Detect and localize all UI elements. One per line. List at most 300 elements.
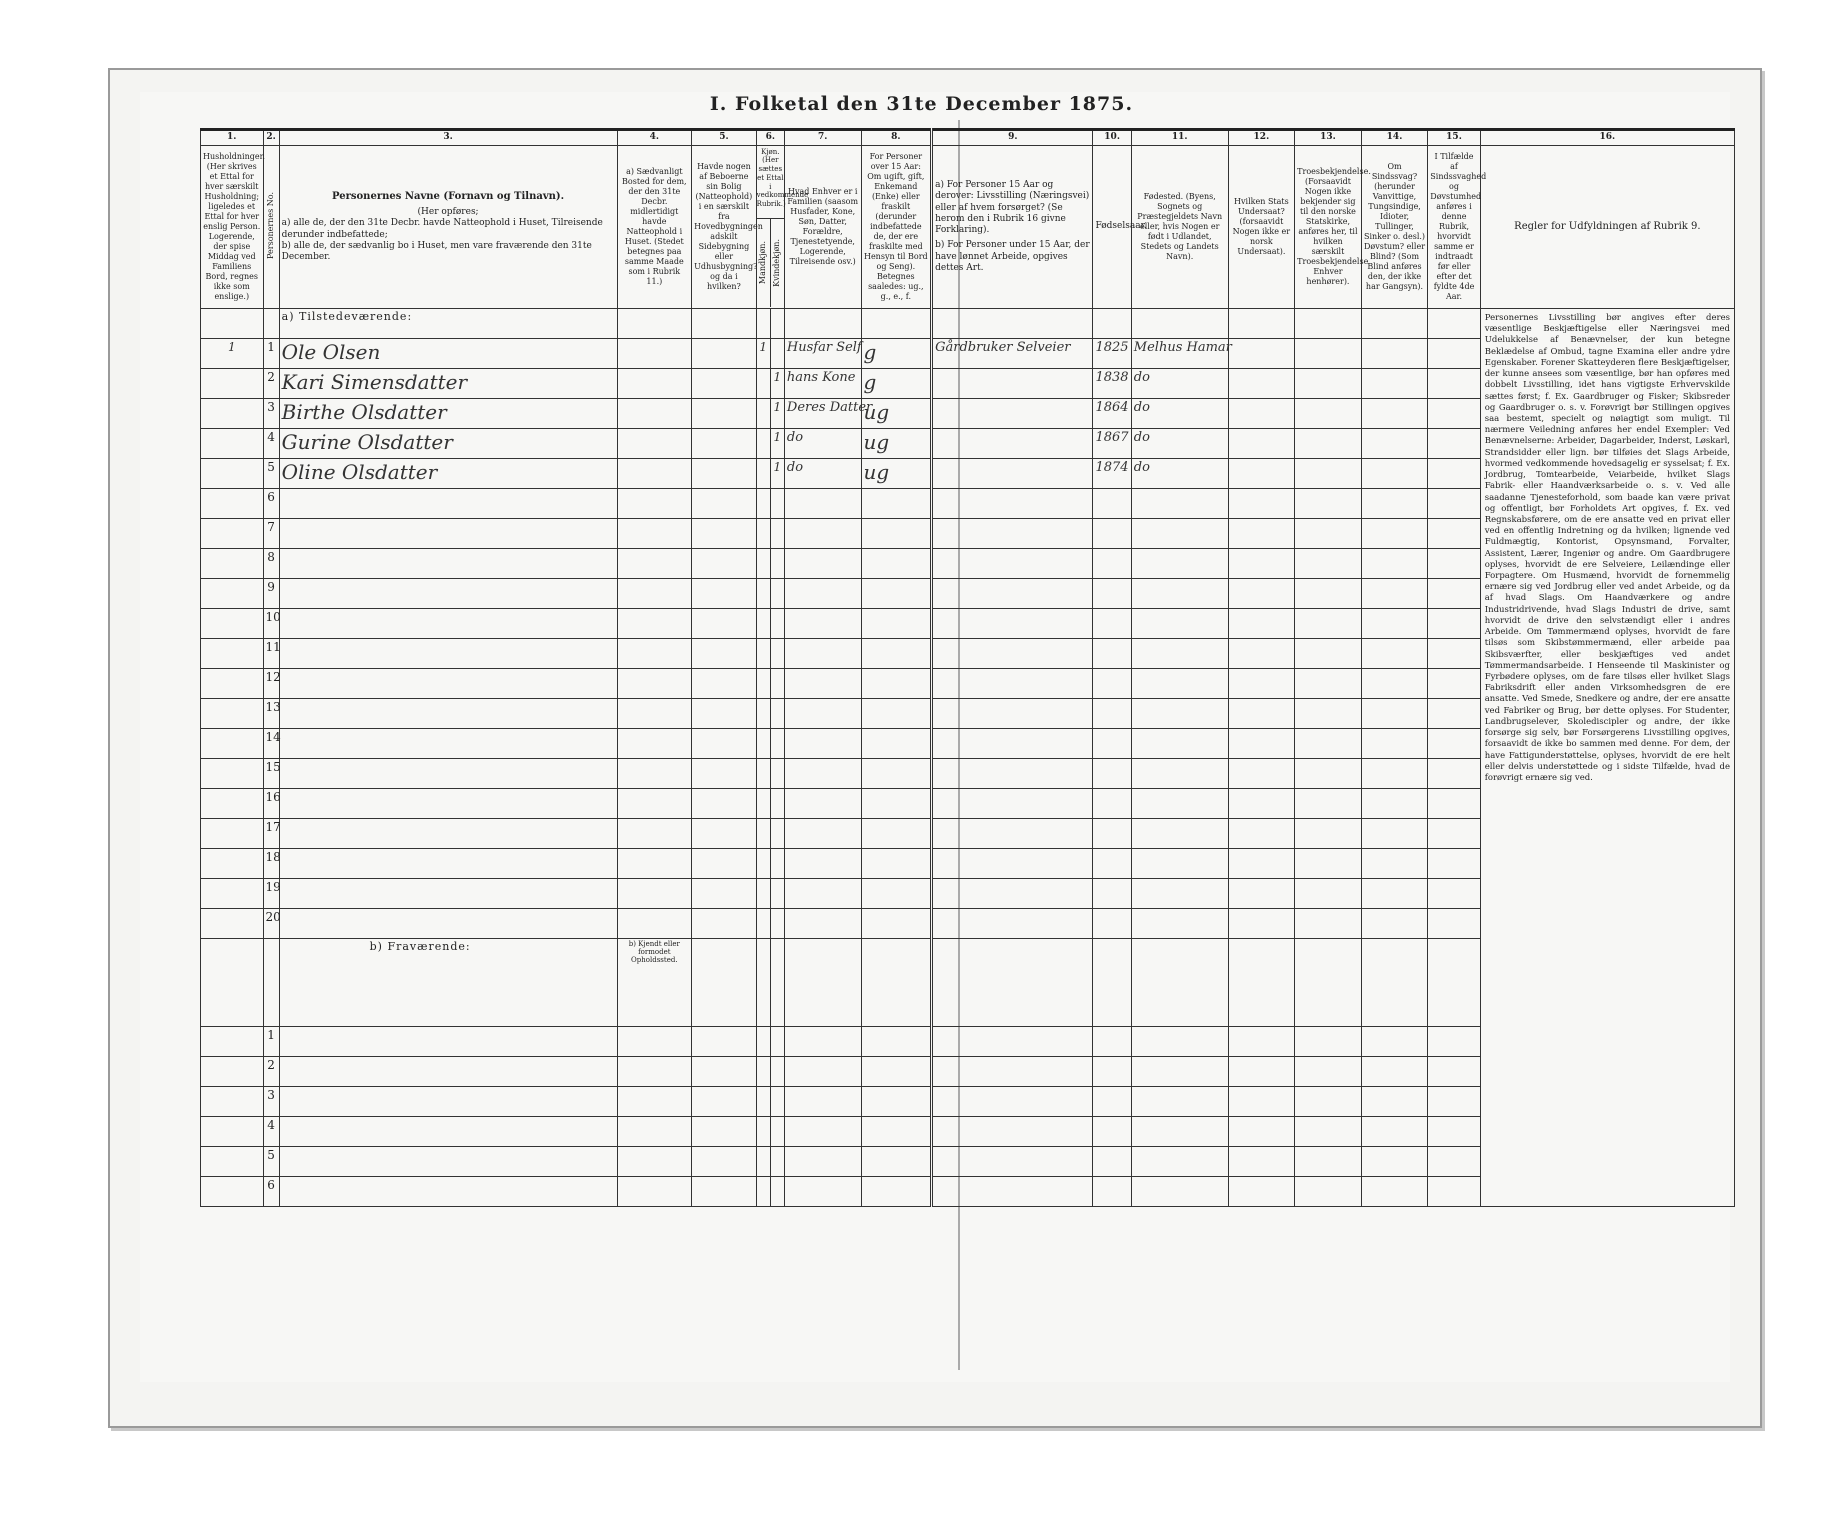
empty-cell [617, 669, 692, 699]
empty-cell [1093, 639, 1131, 669]
household-count [201, 759, 264, 789]
empty-cell [692, 939, 757, 1027]
person-number: 13 [263, 699, 279, 729]
empty-cell [279, 639, 617, 669]
empty-cell [756, 1117, 770, 1147]
empty-cell [1295, 549, 1362, 579]
empty-cell [861, 579, 932, 609]
household-count [201, 939, 264, 1027]
empty-cell [1428, 759, 1480, 789]
usual-residence [617, 369, 692, 399]
empty-cell [1093, 519, 1131, 549]
household-count [201, 639, 264, 669]
header-family-role: Hvad Enhver er i Familien (saasom Husfader, Kone, Søn, Datter, Forældre, Tjenestetyende, Logerende, Tilreisende osv.) [784, 146, 861, 309]
empty-cell [784, 519, 861, 549]
empty-cell [1428, 699, 1480, 729]
empty-cell [1131, 519, 1228, 549]
empty-cell [932, 1177, 1093, 1207]
civil-status: g [861, 339, 932, 369]
empty-cell [932, 939, 1093, 1027]
empty-cell [784, 669, 861, 699]
side-building [692, 369, 757, 399]
person-number: 3 [263, 1087, 279, 1117]
empty-cell [1361, 1177, 1428, 1207]
empty-cell [1428, 909, 1480, 939]
empty-cell [1093, 729, 1131, 759]
empty-cell [617, 1087, 692, 1117]
empty-cell [1428, 579, 1480, 609]
empty-cell [1131, 789, 1228, 819]
citizenship [1228, 459, 1295, 489]
empty-cell [1228, 1177, 1295, 1207]
side-building [692, 459, 757, 489]
empty-cell [770, 789, 784, 819]
household-count [201, 369, 264, 399]
person-number: 1 [263, 339, 279, 369]
civil-status: ug [861, 459, 932, 489]
person-number: 6 [263, 1177, 279, 1207]
empty-cell [1228, 909, 1295, 939]
empty-cell [932, 879, 1093, 909]
empty-cell [756, 1177, 770, 1207]
empty-cell [861, 699, 932, 729]
empty-cell [784, 579, 861, 609]
family-role: Deres Datter [784, 399, 861, 429]
disability [1361, 429, 1428, 459]
header-birth-year: Fødselsaar. [1093, 146, 1131, 309]
empty-cell [756, 729, 770, 759]
header-sex-female: Kvindekjøn. [772, 238, 782, 287]
empty-cell [1131, 1057, 1228, 1087]
empty-cell [770, 849, 784, 879]
disability-onset [1428, 459, 1480, 489]
empty-cell [617, 819, 692, 849]
birthplace: do [1131, 459, 1228, 489]
empty-cell [692, 1087, 757, 1117]
empty-cell [770, 579, 784, 609]
side-building [692, 339, 757, 369]
disability [1361, 399, 1428, 429]
empty-cell [1131, 819, 1228, 849]
col-number: 1. [201, 130, 264, 146]
empty-cell [1228, 1057, 1295, 1087]
empty-cell [1131, 1117, 1228, 1147]
empty-cell [692, 489, 757, 519]
empty-cell [756, 1087, 770, 1117]
household-count [201, 549, 264, 579]
empty-cell [770, 1057, 784, 1087]
empty-cell [1131, 1177, 1228, 1207]
sex-male [756, 399, 770, 429]
header-disability-onset: I Tilfælde af Sindssvaghed og Døvstumhed anføres i denne Rubrik, hvorvidt samme er indtraadt før eller efter det fyldte 4de Aar. [1428, 146, 1480, 309]
household-count [201, 459, 264, 489]
sex-male [756, 429, 770, 459]
person-number: 4 [263, 1117, 279, 1147]
empty-cell [1131, 1147, 1228, 1177]
household-count [201, 1117, 264, 1147]
empty-cell [1295, 1027, 1362, 1057]
household-count [201, 1147, 264, 1177]
empty-cell [692, 819, 757, 849]
header-names-title: Personernes Navne (Fornavn og Tilnavn). [332, 190, 565, 202]
empty-cell [1093, 609, 1131, 639]
person-name: Oline Olsdatter [279, 459, 617, 489]
form-title: I. Folketal den 31te December 1875. [709, 93, 1134, 115]
empty-cell [1428, 819, 1480, 849]
header-citizenship: Hvilken Stats Undersaat? (forsaavidt Nogen ikke er norsk Undersaat). [1228, 146, 1295, 309]
birth-year: 1825 [1093, 339, 1131, 369]
empty-cell [1228, 1027, 1295, 1057]
empty-cell [784, 789, 861, 819]
person-number: 9 [263, 579, 279, 609]
empty-cell [692, 759, 757, 789]
header-sex-label: Kjøn. (Her sættes et Ettal i vedkommende Rubrik.) [756, 147, 809, 208]
empty-cell [756, 1057, 770, 1087]
empty-cell [756, 699, 770, 729]
empty-cell [1093, 669, 1131, 699]
empty-cell [861, 879, 932, 909]
col-number: 2. [263, 130, 279, 146]
empty-cell [617, 1177, 692, 1207]
person-number: 8 [263, 549, 279, 579]
empty-cell [1228, 699, 1295, 729]
disability [1361, 459, 1428, 489]
empty-cell [692, 1117, 757, 1147]
birthplace: do [1131, 429, 1228, 459]
col-number: 9. [932, 130, 1093, 146]
empty-cell [756, 489, 770, 519]
empty-cell [617, 849, 692, 879]
empty-cell [1361, 639, 1428, 669]
household-count [201, 489, 264, 519]
empty-cell [1295, 849, 1362, 879]
empty-cell [1131, 699, 1228, 729]
empty-cell [692, 519, 757, 549]
header-occupation-a: a) For Personer 15 Aar og derover: Livsstilling (Næringsvei) eller af hvem forsørget? (Se herom den i Rubrik 16 givne Forklaring). [935, 180, 1090, 235]
person-number: 2 [263, 1057, 279, 1087]
empty-cell [617, 489, 692, 519]
empty-cell [756, 909, 770, 939]
empty-cell [1228, 1147, 1295, 1177]
empty-cell [1361, 609, 1428, 639]
header-person-no: Personernes No. [263, 146, 279, 309]
empty-cell [784, 1027, 861, 1057]
empty-cell [861, 1117, 932, 1147]
empty-cell [1228, 819, 1295, 849]
household-count [201, 1057, 264, 1087]
empty-cell [1131, 1087, 1228, 1117]
disability [1361, 339, 1428, 369]
empty-cell [1295, 669, 1362, 699]
empty-cell [1228, 939, 1295, 1027]
empty-cell [1093, 759, 1131, 789]
empty-cell [861, 1147, 932, 1177]
empty-cell [1295, 879, 1362, 909]
empty-cell [932, 699, 1093, 729]
empty-cell [932, 1057, 1093, 1087]
empty-cell [770, 819, 784, 849]
empty-cell [784, 939, 861, 1027]
empty-cell [784, 489, 861, 519]
household-count [201, 789, 264, 819]
empty-cell [770, 609, 784, 639]
empty-cell [861, 909, 932, 939]
empty-cell [1295, 759, 1362, 789]
empty-cell [617, 609, 692, 639]
empty-cell [1093, 789, 1131, 819]
person-number: 6 [263, 489, 279, 519]
household-count [201, 579, 264, 609]
empty-cell [1295, 909, 1362, 939]
empty-cell [1428, 489, 1480, 519]
person-number: 10 [263, 609, 279, 639]
empty-cell [784, 1147, 861, 1177]
empty-cell [1295, 819, 1362, 849]
empty-cell [1228, 669, 1295, 699]
empty-cell [617, 729, 692, 759]
empty-cell [1093, 909, 1131, 939]
person-number: 17 [263, 819, 279, 849]
empty-cell [861, 489, 932, 519]
empty-cell [1228, 1087, 1295, 1117]
empty-cell [861, 849, 932, 879]
empty-cell [784, 1087, 861, 1117]
person-number: 2 [263, 369, 279, 399]
disability [1361, 369, 1428, 399]
empty-cell [932, 849, 1093, 879]
household-count [201, 699, 264, 729]
birthplace: do [1131, 369, 1228, 399]
empty-cell [1361, 759, 1428, 789]
side-building [692, 399, 757, 429]
empty-cell [1295, 1147, 1362, 1177]
header-names-b: b) alle de, der sædvanlig bo i Huset, men vare fraværende den 31te December. [281, 240, 592, 263]
empty-cell [1295, 1177, 1362, 1207]
person-number: 3 [263, 399, 279, 429]
empty-cell [1428, 1087, 1480, 1117]
empty-cell [1295, 609, 1362, 639]
empty-cell [692, 849, 757, 879]
column-number-row [201, 130, 1735, 146]
header-households: Husholdninger. (Her skrives et Ettal for hver særskilt Husholdning; ligeledes et Ettal for hver enslig Person. Logerende, der spise Middag ved Familiens Bord, regnes ikke som enslige.) [201, 146, 264, 309]
empty-cell [617, 699, 692, 729]
person-number: 16 [263, 789, 279, 819]
header-civil-status: For Personer over 15 Aar: Om ugift, gift, Enkemand (Enke) eller fraskilt (derunder indbefattede de, der ere fraskilte med Hensyn til Bord og Seng). Betegnes saaledes: ug., g., e., f. [861, 146, 932, 309]
empty-cell [756, 879, 770, 909]
empty-cell [1228, 849, 1295, 879]
empty-cell [1361, 939, 1428, 1027]
empty-cell [770, 639, 784, 669]
household-count [201, 609, 264, 639]
empty-cell [932, 1147, 1093, 1177]
birth-year: 1838 [1093, 369, 1131, 399]
col-number: 10. [1093, 130, 1131, 146]
empty-cell [1131, 939, 1228, 1027]
empty-cell [1131, 879, 1228, 909]
empty-cell [1131, 909, 1228, 939]
empty-cell [932, 729, 1093, 759]
empty-cell [692, 1147, 757, 1177]
empty-cell [756, 639, 770, 669]
empty-cell [617, 879, 692, 909]
empty-cell [279, 909, 617, 939]
civil-status: ug [861, 399, 932, 429]
empty-cell [279, 549, 617, 579]
empty-cell [1093, 879, 1131, 909]
empty-cell [861, 639, 932, 669]
empty-cell [932, 909, 1093, 939]
empty-cell [692, 1027, 757, 1057]
empty-cell [1295, 729, 1362, 759]
empty-cell [1361, 1117, 1428, 1147]
empty-cell [1361, 699, 1428, 729]
empty-cell [756, 759, 770, 789]
empty-cell [1093, 1087, 1131, 1117]
birth-year: 1874 [1093, 459, 1131, 489]
empty-cell [1228, 879, 1295, 909]
empty-cell [861, 939, 932, 1027]
empty-cell [1131, 669, 1228, 699]
empty-cell [1428, 849, 1480, 879]
usual-residence [617, 429, 692, 459]
empty-cell [932, 1027, 1093, 1057]
person-number: 5 [263, 1147, 279, 1177]
empty-cell [1131, 549, 1228, 579]
empty-cell [1295, 579, 1362, 609]
empty-cell [1295, 489, 1362, 519]
empty-cell [1295, 699, 1362, 729]
section-absent-label: b) Fraværende: [279, 939, 617, 1027]
empty-cell [1361, 849, 1428, 879]
household-count [201, 429, 264, 459]
birthplace: Melhus Hamar [1131, 339, 1228, 369]
header-usual-residence: a) Sædvanligt Bosted for dem, der den 31te Decbr. midlertidigt havde Natteophold i Huset. (Stedet betegnes paa samme Maade som i Rubrik 11.) [617, 146, 692, 309]
empty-cell [770, 519, 784, 549]
person-name: Ole Olsen [279, 339, 617, 369]
empty-cell [770, 699, 784, 729]
empty-cell [784, 819, 861, 849]
rules-sidebar-text: Personernes Livsstilling bør angives efter deres væsentlige Beskjæftigelse eller Næringsvei med Udelukkelse af Benævnelser, der kun betegne Beklædelse af Ombud, tagne Examina eller andre ydre Egenskaber. Forener Skatteyderen flere Beskjæftigelser, der kunne ansees som væsentlige, bør han opføres med dobbelt Livsstilling, idet hans vigtigste Erhvervskilde sættes først; f. Ex. Gaardbruger og Fisker; Skibsreder og Gaardbruger o. s. v. Forøvrigt bør Stillingen opgives saa bestemt, specielt og nøiagtigt som muligt. Til nærmere Veiledning anføres her endel Exempler: Ved Benævnelserne: Arbeider, Dagarbeider, Inderst, Løskarl, Strandsidder eller lign. bør tilføies det Slags Arbeide, hvormed vedkommende hovedsagelig er sysselsat; f. Ex. Jordbrug, Tomtearbeide, Veiarbeide, hvilket Slags Fabrik- eller Haandværksarbeide o. s. v. Ved alle saadanne Tjenesteforhold, som baade kan være privat og offentligt, bør Forholdets Art opgives, f. Ex. ved Regnskabsførere, om de ere ansatte ved en privat eller ved en offentlig Indretning og da hvilken; lignende ved Fuldmægtig, Kontorist, Opsynsmand, Forvalter, Assistent, Lærer, Ingeniør og andre. Om Gaardbrugere oplyses, hvorvidt de ere Selveiere, Leilændinge eller Forpagtere. Om Husmænd, hvorvidt de fornemmelig ernære sig ved Jordbrug eller ved andet Arbeide, og da af hvad Slags. Om Haandværkere og andre Industridrivende, hvad Slags Industri de drive, samt hvorvidt de drive den selvstændigt eller i andres Arbeide. Om Tømmermænd oplyses, hvorvidt de fare tilsøs som Skibstømmermænd, eller arbeide paa Skibsværfter, eller beskjæftiges ved andet Tømmermandsarbeide. I Henseende til Maskinister og Fyrbødere oplyses, om de fare tilsøs eller hvilket Slags Fabriksdrift eller anden Virksomhedsgren de ere ansatte. Ved Smede, Snedkere og andre, der ere ansatte ved Fabriker og Brug, bør dette oplyses. For Studenter, Landbrugselever, Skolediscipler og andre, der ikke forsørge sig selv, bør Forsørgerens Livsstilling opgives, forsaavidt de ikke bo sammen med denne. For dem, der have Fattigunderstøttelse, oplyses, hvorvidt de ere helt eller delvis understøttede og i sidste Tilfælde, hvad de forøvrigt ernære sig ved. [1480, 309, 1734, 1207]
empty-cell [692, 789, 757, 819]
empty-cell [1361, 879, 1428, 909]
empty-cell [784, 909, 861, 939]
empty-cell [1228, 639, 1295, 669]
empty-cell [1228, 519, 1295, 549]
col-number: 7. [784, 130, 861, 146]
empty-cell [1093, 1057, 1131, 1087]
empty-cell [861, 1027, 932, 1057]
person-number: 19 [263, 879, 279, 909]
empty-cell [1295, 789, 1362, 819]
header-names-sub: (Her opføres; [417, 207, 479, 218]
citizenship [1228, 399, 1295, 429]
empty-cell [861, 1087, 932, 1117]
empty-cell [1428, 639, 1480, 669]
empty-cell [932, 789, 1093, 819]
empty-cell [756, 1027, 770, 1057]
empty-cell [1228, 579, 1295, 609]
sex-female: 1 [770, 399, 784, 429]
empty-cell [617, 759, 692, 789]
empty-cell [770, 1117, 784, 1147]
empty-cell [932, 489, 1093, 519]
empty-cell [692, 879, 757, 909]
empty-cell [1131, 639, 1228, 669]
empty-cell [1361, 1057, 1428, 1087]
disability-onset [1428, 369, 1480, 399]
empty-cell [784, 1057, 861, 1087]
empty-cell [279, 669, 617, 699]
empty-cell [279, 1087, 617, 1117]
empty-cell [1295, 639, 1362, 669]
empty-cell [1228, 1117, 1295, 1147]
empty-cell [692, 729, 757, 759]
census-body [201, 309, 1735, 1207]
empty-cell [1361, 909, 1428, 939]
col-number: 8. [861, 130, 932, 146]
empty-cell [1428, 1057, 1480, 1087]
civil-status: g [861, 369, 932, 399]
empty-cell [770, 1177, 784, 1207]
empty-cell [279, 849, 617, 879]
family-role: Husfar Self [784, 339, 861, 369]
empty-cell [1428, 939, 1480, 1027]
empty-cell [770, 1027, 784, 1057]
empty-cell [617, 789, 692, 819]
household-count [201, 399, 264, 429]
section-present-label: a) Tilstedeværende: [279, 309, 617, 339]
empty-cell [1228, 759, 1295, 789]
empty-cell [1428, 549, 1480, 579]
header-names [279, 146, 617, 309]
empty-cell [1093, 849, 1131, 879]
empty-cell [1295, 1117, 1362, 1147]
empty-cell [784, 759, 861, 789]
empty-cell [784, 639, 861, 669]
citizenship [1228, 369, 1295, 399]
empty-cell [784, 1177, 861, 1207]
empty-cell [279, 519, 617, 549]
empty-cell [1093, 1117, 1131, 1147]
household-count [201, 1177, 264, 1207]
usual-residence [617, 459, 692, 489]
empty-cell [1361, 819, 1428, 849]
empty-cell [861, 1177, 932, 1207]
empty-cell [1428, 669, 1480, 699]
sex-male [756, 369, 770, 399]
empty-cell [770, 669, 784, 699]
household-count [201, 879, 264, 909]
empty-cell [617, 519, 692, 549]
empty-cell [784, 1117, 861, 1147]
birth-year: 1864 [1093, 399, 1131, 429]
col-number: 6. [756, 130, 784, 146]
empty-cell [784, 699, 861, 729]
empty-cell [770, 879, 784, 909]
empty-cell [279, 1027, 617, 1057]
empty-cell [861, 789, 932, 819]
col-number: 5. [692, 130, 757, 146]
sex-female: 1 [770, 369, 784, 399]
birthplace: do [1131, 399, 1228, 429]
citizenship [1228, 339, 1295, 369]
header-sex [756, 146, 809, 309]
empty-cell [617, 909, 692, 939]
family-role: do [784, 459, 861, 489]
empty-cell [756, 789, 770, 819]
empty-cell [1428, 1117, 1480, 1147]
empty-cell [861, 609, 932, 639]
